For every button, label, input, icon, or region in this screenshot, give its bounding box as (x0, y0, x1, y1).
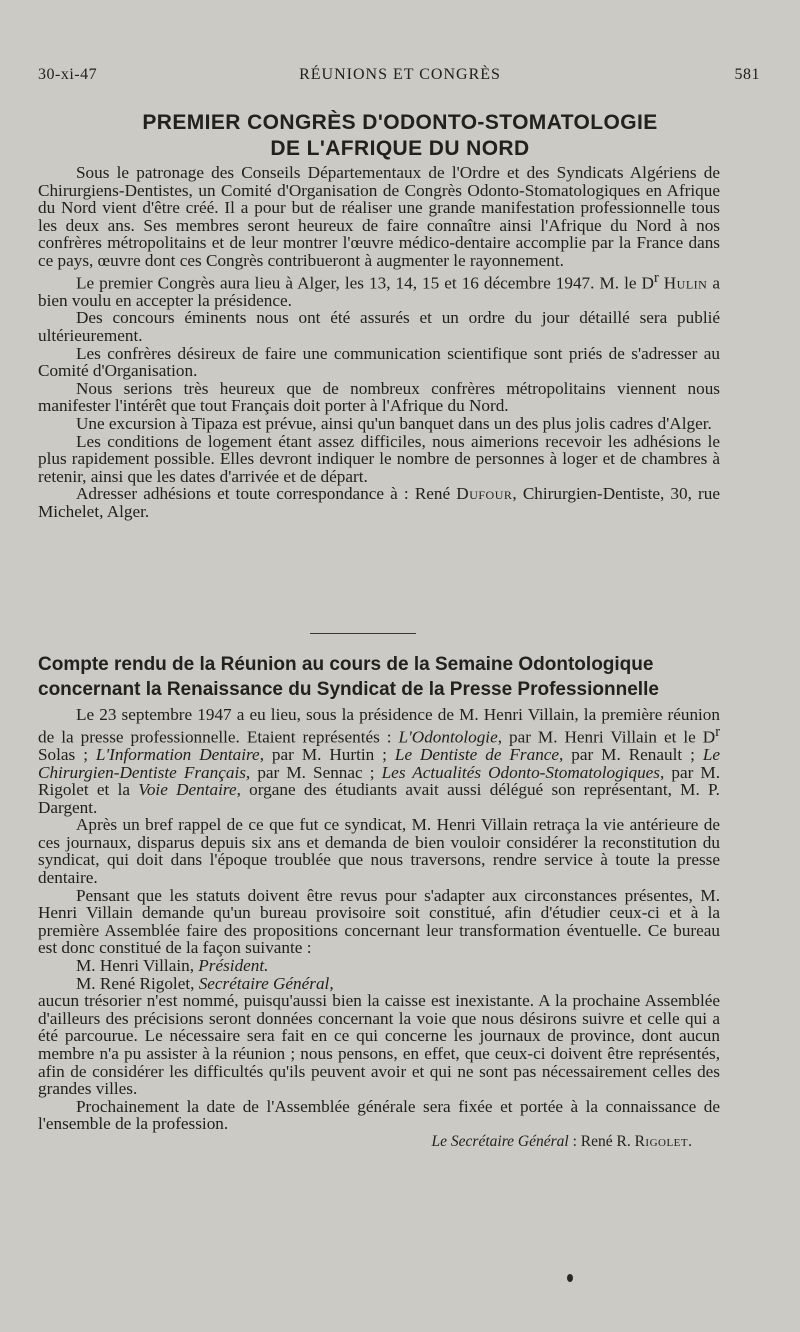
person-name: Hulin (663, 273, 708, 293)
article2-body (38, 706, 720, 1151)
article1-title-line1: PREMIER CONGRÈS D'ODONTO-STOMATOLOGIE (142, 111, 658, 134)
paragraph: Les confrères désireux de faire une communication scientifique sont priés de s'adresser au Comité d'Organisation. (38, 343, 720, 381)
signature: Le Secrétaire Général : René R. Rigolet. (431, 1132, 692, 1150)
paragraph: Le 23 septembre 1947 a eu lieu, sous la présidence de M. Henri Villain, la première réunion de la presse professionnelle. Etaient représentés : L'Odontologie, par M. Henri Villain et le $D^r$ Solas ; L'Information Dentaire, par M. Hurtin ; Le Dentiste de France, par M. Renault ; Le Chirurgien-Dentiste Français, par M. Sennac ; Les Actualités Odonto-Stomatologiques, par M. Rigolet et la Voie Dentaire, organe des étudiants avait aussi délégué son représentant, M. P. Dargent. (38, 705, 721, 817)
article1-title (38, 110, 762, 162)
paragraph: Le premier Congrès aura lieu à Alger, les 13, 14, 15 et 16 décembre 1947. M. le $D^r$ Hulin a bien voulu en accepter la présidence. (38, 269, 721, 310)
person-name: Dufour (456, 484, 513, 504)
article1-title-line2: DE L'AFRIQUE DU NORD (270, 137, 530, 160)
section-title: RÉUNIONS ET CONGRÈS (299, 66, 501, 83)
article2-title: Compte rendu de la Réunion au cours de la Semaine Odontologique concernant la Renaissance du Syndicat de la Presse Professionnelle (38, 654, 659, 700)
paragraph: Sous le patronage des Conseils Départementaux de l'Ordre et des Syndicats Algériens de Chirurgiens-Dentistes, un Comité d'Organisation de Congrès Odonto-Stomatologiques en Afrique du Nord vient d'être créé. Il a pour but de réaliser une grande manifestation professionnelle tous les deux ans. Ses membres seront heureux de faire connaître ainsi l'Afrique du Nord à nos confrères métropolitains et de leur montrer l'œuvre médico-dentaire accomplie par la France dans ce pays, œuvre dont ces Congrès contribueront à augmenter le rayonnement. (38, 163, 720, 270)
ink-dot (567, 1274, 573, 1282)
paragraph: Adresser adhésions et toute correspondance à : René Dufour, Chirurgien-Dentiste, 30, rue Michelet, Alger. (38, 484, 720, 522)
page-number: 581 (734, 66, 760, 83)
paragraph: Pensant que les statuts doivent être revus pour s'adapter aux circonstances présentes, M. Henri Villain demande qu'un bureau provisoire soit constitué, afin d'étudier ceux-ci et à la première Assemblée faire des propositions concernant leur transformation éventuelle. Ce bureau est donc constitué de la façon suivante : (38, 885, 720, 958)
office-secretary: M. René Rigolet, Secrétaire Général, (76, 973, 334, 993)
article1-body (38, 164, 720, 521)
section-divider (310, 633, 416, 634)
paragraph: Prochainement la date de l'Assemblée générale sera fixée et portée à la connaissance de l'ensemble de la profession. (38, 1096, 720, 1134)
paragraph: Nous serions très heureux que de nombreux confrères métropolitains viennent nous manifester l'intérêt que tout Français doit porter à l'Afrique du Nord. (38, 378, 720, 416)
running-header (38, 66, 762, 86)
paragraph: Après un bref rappel de ce que fut ce syndicat, M. Henri Villain retraça la vie antérieure de ces journaux, disparus depuis six ans et demanda de bien vouloir considérer la reconstitution du syndicat, qui doit dans l'époque troublée que nous traversons, rendre service à toute la presse dentaire. (38, 815, 720, 888)
paragraph: Les conditions de logement étant assez difficiles, nous aimerions recevoir les adhésions le plus rapidement possible. Elles devront indiquer le nombre de personnes à loger et de chambres à retenir, ainsi que les dates d'arrivée et de départ. (38, 431, 720, 486)
issue-date: 30-xi-47 (38, 66, 98, 83)
office-president: M. Henri Villain, Président. (76, 956, 269, 976)
paragraph: Une excursion à Tipaza est prévue, ainsi qu'un banquet dans un des plus jolis cadres d'Alger. (76, 414, 712, 434)
paragraph: aucun trésorier n'est nommé, puisqu'aussi bien la caisse est inexistante. A la prochaine Assemblée d'ailleurs des précisions seront données concernant la voie que nous désirons suivre et celle qui a été parcourue. Le nécessaire sera fait en ce qui concerne les journaux de province, dont aucun membre n'a pu assister à la réunion ; nous pensons, en effet, que ceux-ci doivent être représentés, afin de considérer les difficultés qu'ils peuvent avoir et qui ne sont pas nécessairement celles des grandes villes. (38, 991, 720, 1099)
paragraph: Des concours éminents nous ont été assurés et un ordre du jour détaillé sera publié ultérieurement. (38, 308, 720, 346)
